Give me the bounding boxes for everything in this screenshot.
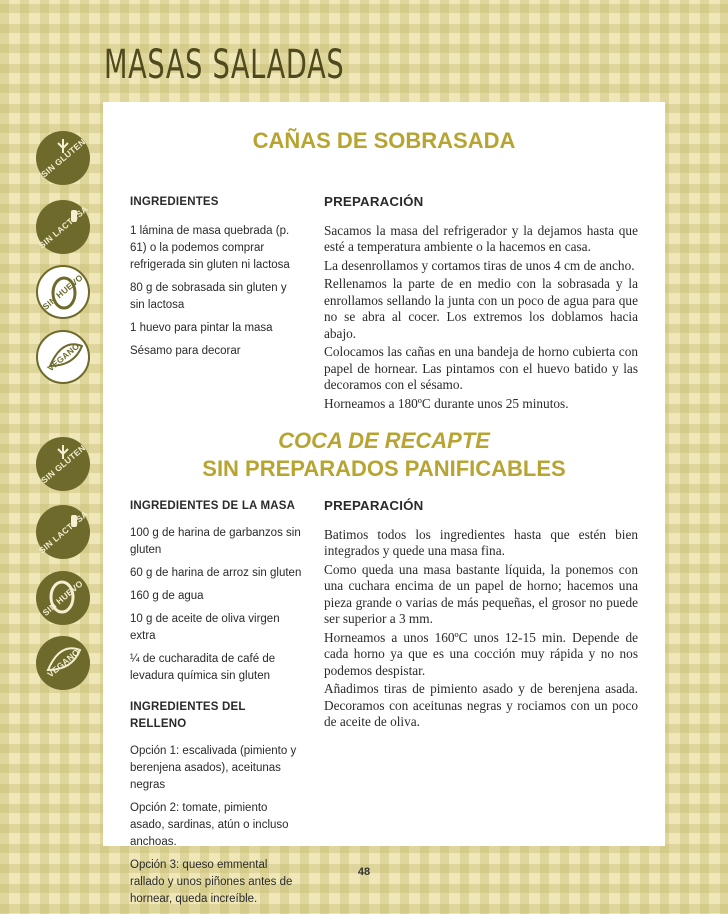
preparation-step: Horneamos a unos 160ºC unos 12-15 min. Depende de cada horno ya que es una cocción muy rápida y no nos podemos despistar. — [324, 629, 638, 678]
ingredient-item: 100 g de harina de garbanzos sin gluten — [130, 527, 301, 556]
recipe-title-line1: COCA DE RECAPTE — [278, 428, 490, 453]
ingredient-item: Opción 3: queso emmental rallado y unos piñones antes de hornear, queda increíble. — [130, 859, 293, 905]
badge-label: SIN LACTOSA — [36, 508, 90, 556]
sin-huevo-badge — [36, 265, 90, 319]
preparation-step: Horneamos a 180ºC durante unos 25 minutos. — [324, 395, 569, 411]
dough-ingredients-column — [130, 498, 302, 914]
preparation-step: Batimos todos los ingredientes hasta que estén bien integrados y quede una masa fina. — [324, 526, 638, 558]
sin-lactosa-badge — [36, 200, 90, 254]
badge-label: SIN GLUTEN — [38, 136, 88, 180]
ingredient-item: 80 g de sobrasada sin gluten y sin lactosa — [130, 282, 287, 311]
page-number: 48 — [357, 866, 371, 878]
chapter-title: MASAS SALADAS — [104, 42, 345, 88]
vegano-badge — [36, 636, 90, 690]
preparation-step: La desenrollamos y cortamos tiras de unos 4 cm de ancho. — [324, 257, 635, 273]
ingredient-item: ¼ de cucharadita de café de levadura química sin gluten — [130, 653, 276, 682]
ingredient-item: 10 g de aceite de oliva virgen extra — [130, 613, 280, 642]
badge-label: SIN HUEVO — [40, 272, 86, 312]
ingredient-item: Opción 2: tomate, pimiento asado, sardinas, atún o incluso anchoas. — [130, 802, 289, 848]
preparation-step: Rellenamos la parte de en medio con la sobrasada y la enrollamos sellando la junta con un poco de agua para que no se abra al cocer. Los extremos los doblamos hacia abajo. — [324, 276, 638, 341]
ingredients-column — [130, 194, 302, 366]
sin-lactosa-badge — [36, 505, 90, 559]
preparation-heading: PREPARACIÓN — [324, 194, 424, 209]
ingredient-item: 1 huevo para pintar la masa — [130, 322, 273, 334]
preparation-column — [324, 194, 638, 414]
badge-label: SIN HUEVO — [40, 578, 86, 618]
badge-label: VEGANO — [44, 646, 82, 680]
ingredient-item: 160 g de agua — [130, 590, 204, 602]
vegano-badge — [36, 330, 90, 384]
recipe-title-line2: SIN PREPARADOS PANIFICABLES — [202, 456, 566, 481]
ingredients-heading: INGREDIENTES — [130, 196, 219, 208]
preparation-column — [324, 498, 638, 733]
recipe-title: CAÑAS DE SOBRASADA — [252, 128, 516, 153]
ingredient-item: Opción 1: escalivada (pimiento y berenjena asados), aceitunas negras — [130, 745, 297, 791]
preparation-step: Añadimos tiras de pimiento asado y de berenjena asada. Decoramos con aceitunas negras y rociamos con un poco de aceite de oliva. — [324, 681, 638, 729]
dough-ingredients-heading: INGREDIENTES DE LA MASA — [130, 500, 296, 512]
preparation-step: Sacamos la masa del refrigerador y la dejamos hasta que esté a temperatura ambiente o la hacemos en casa. — [324, 222, 638, 254]
sin-gluten-badge — [36, 131, 90, 185]
badge-label: SIN GLUTEN — [38, 442, 88, 486]
sin-gluten-badge — [36, 437, 90, 491]
preparation-heading: PREPARACIÓN — [324, 498, 424, 513]
filling-ingredients-heading: INGREDIENTES DEL RELLENO — [130, 701, 246, 730]
ingredient-item: 60 g de harina de arroz sin gluten — [130, 567, 302, 579]
ingredient-item: Sésamo para decorar — [130, 345, 241, 357]
preparation-step: Como queda una masa bastante líquida, la ponemos con una cuchara encima de un papel de horno; hacemos una pieza grande o varias de más pequeñas, el grosor no puede ser superior a 3 mm. — [324, 561, 638, 626]
sin-huevo-badge — [36, 571, 90, 625]
badge-label: SIN LACTOSA — [36, 203, 90, 251]
preparation-step: Colocamos las cañas en una bandeja de horno cubierta con papel de hornear. Las pintamos con el huevo batido y las decoramos con el sésamo. — [324, 344, 638, 392]
ingredient-item: 1 lámina de masa quebrada (p. 61) o la podemos comprar refrigerada sin gluten ni lactosa — [130, 225, 290, 271]
badge-label: VEGANO — [44, 340, 82, 374]
